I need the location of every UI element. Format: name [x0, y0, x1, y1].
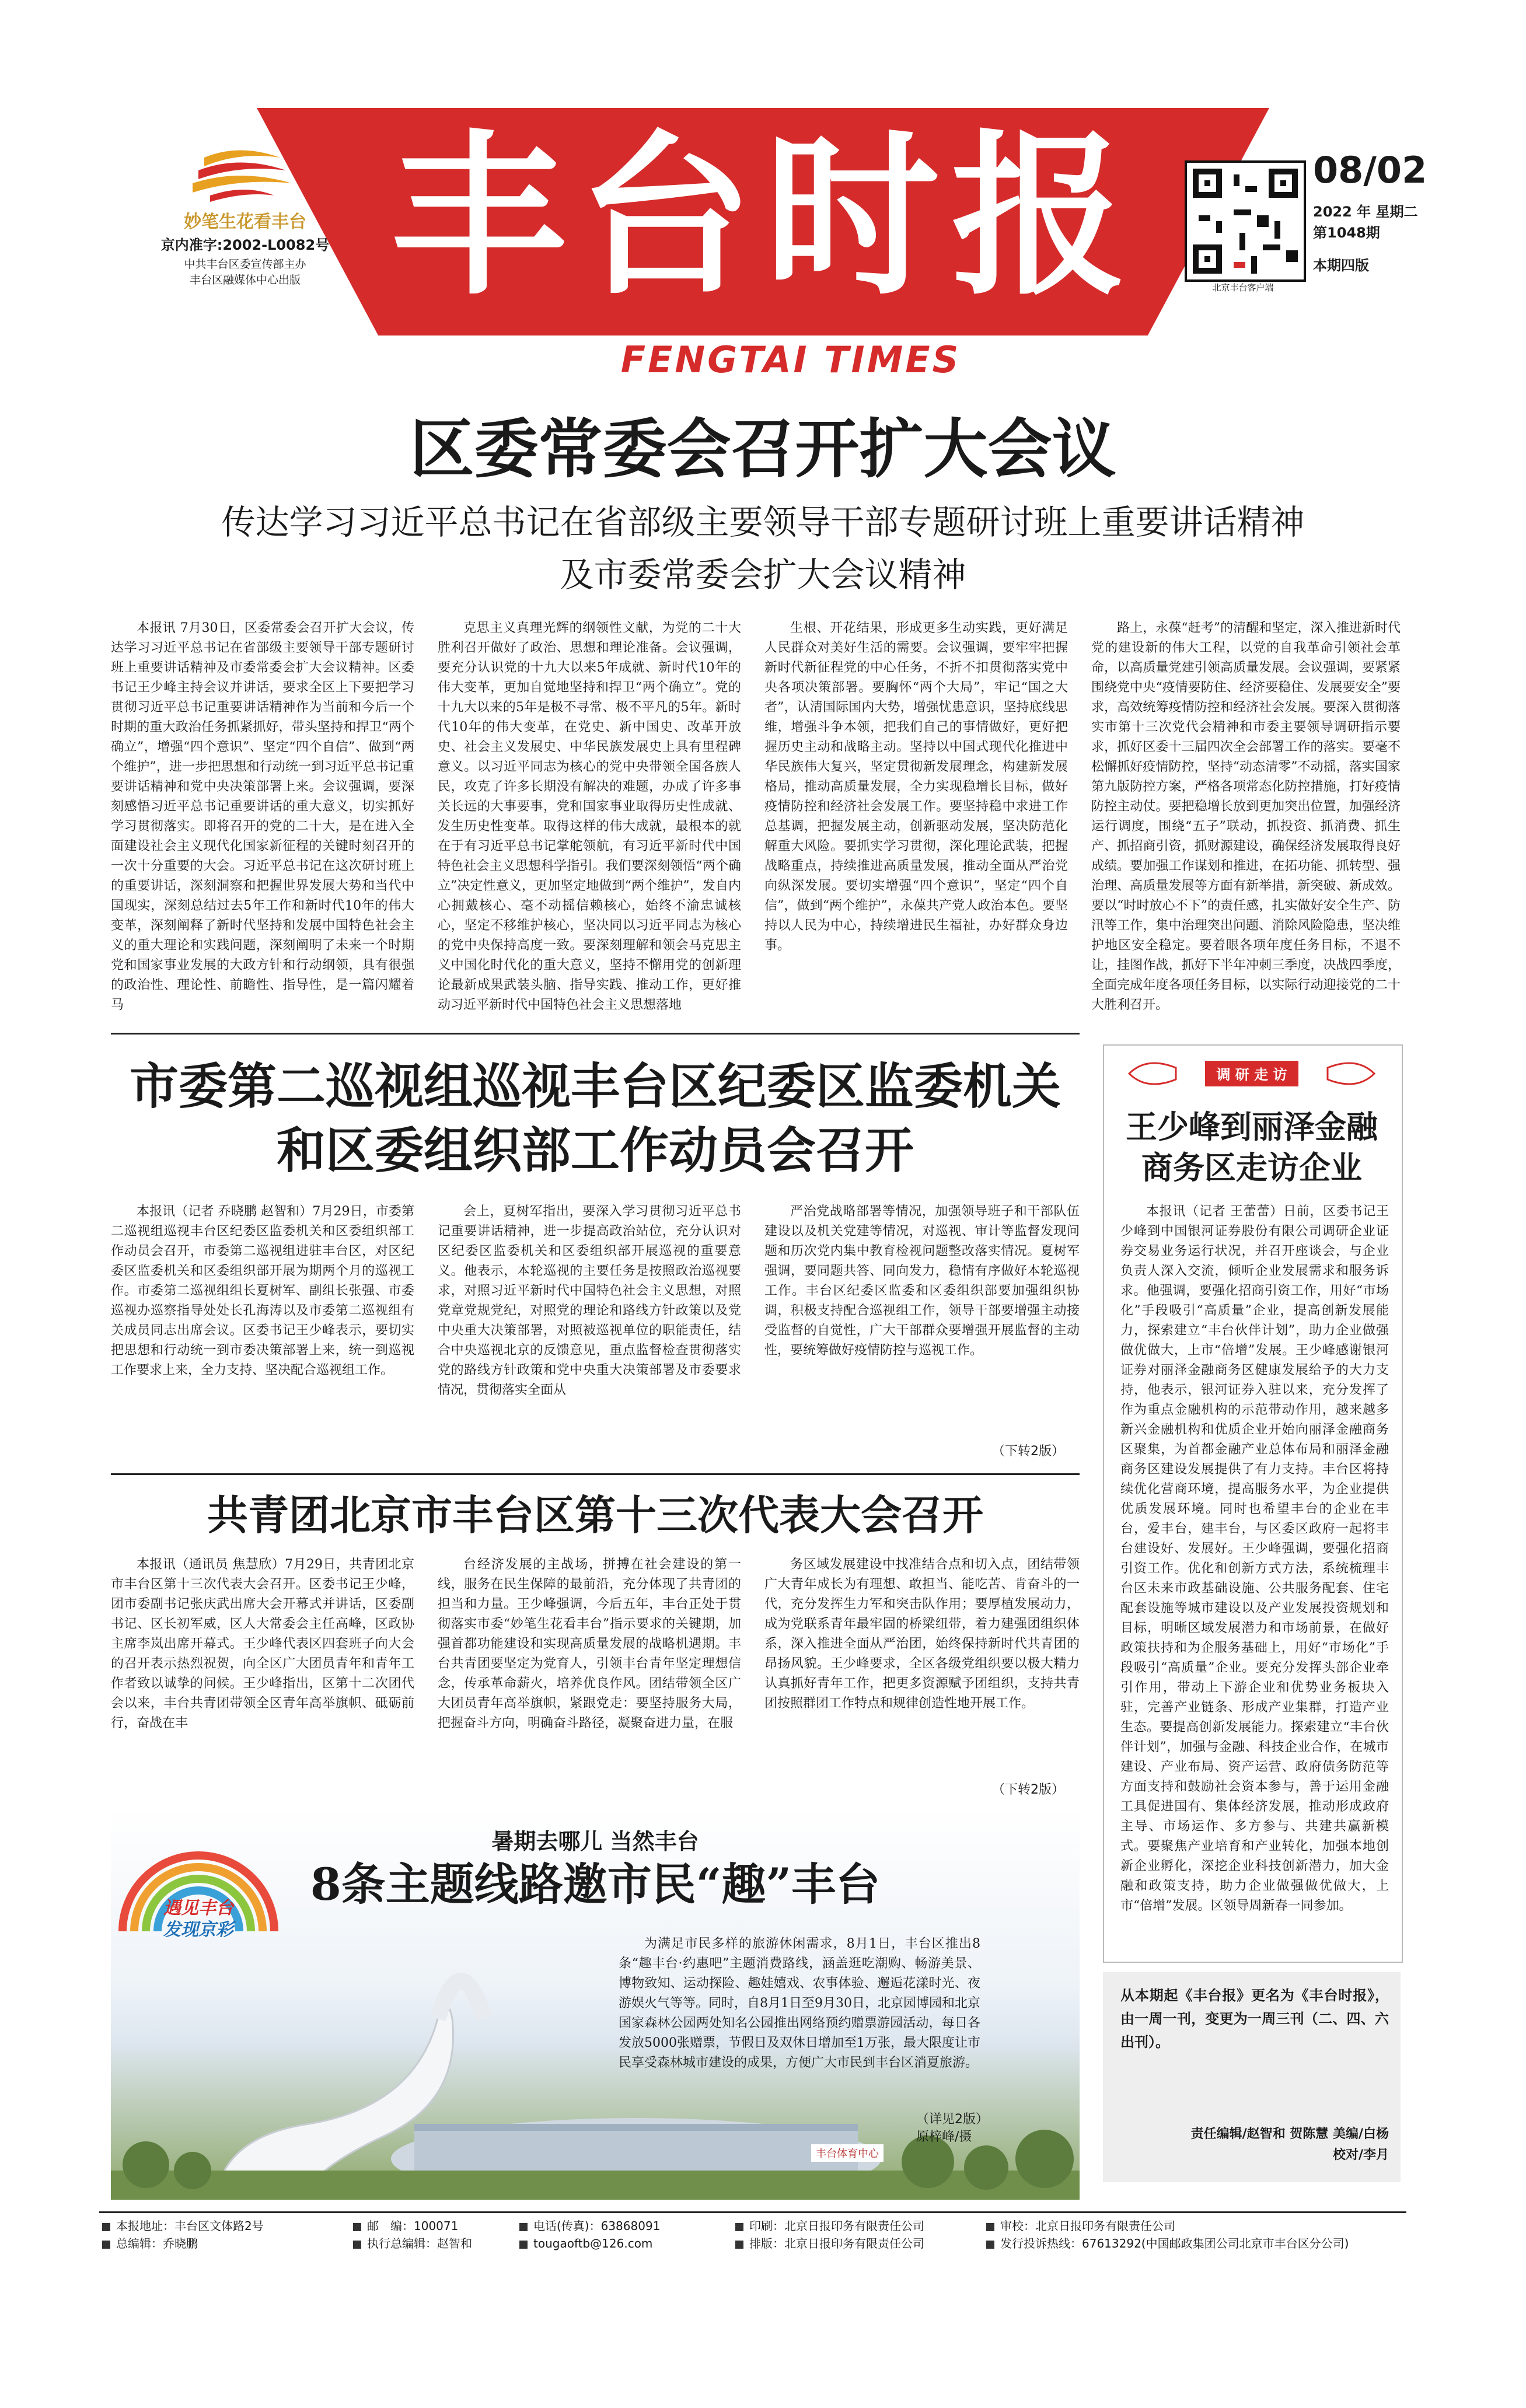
continue-note: （详见2版）	[916, 2112, 989, 2127]
second-title: 和区委组织部工作动员会召开	[276, 1121, 914, 1179]
footer-printer: 印刷：北京日报印务有限责任公司	[749, 2219, 924, 2233]
side-title: 王少峰到丽泽金融	[1126, 1108, 1378, 1145]
publication-number: 京内准字:2002-L0082号	[160, 237, 330, 253]
second-title: 市委第二巡视组巡视丰台区纪委区监委机关	[129, 1057, 1061, 1115]
continue-note: （下转2版）	[992, 1783, 1064, 1797]
second-column: 严治党战略部署等情况，加强领导班子和干部队伍建设以及机关党建等情况，对巡视、审计等监督发现问题和历次党内集中教育检视问题整改落实情况。夏树军强调，要同题共答、同向发力，稳情有序做好本轮巡视工作。丰台区纪委区监委和区委组织部要加强组织协调，积极支持配合巡视组工作，领导干部要增强主动接受监督的自觉性，广大干部群众要增强开展监督的主动性，要统筹做好疫情防控与巡视工作。	[764, 1204, 1080, 1358]
divider	[111, 1033, 1080, 1035]
bullet-icon	[986, 2223, 994, 2231]
lead-column: 路上，永葆“赶考”的清醒和坚定，深入推进新时代党的建设新的伟大工程，以党的自我革命引领社会革命，以高质量党建引领高质量发展。会议强调，要紧紧围绕党中央“疫情要防住、经济要稳住、发展要安全”要求，高效统筹疫情防控和经济社会发展。要深入贯彻落实市第十三次党代会精神和市委主要领导调研指示要求，抓好区委十三届四次全会部署工作的落实。要毫不松懈抓好疫情防控，坚持“动态清零”不动摇，落实国家第九版防控方案，严格各项常态化防控措施，打好疫情防控主动仗。要把稳增长放到更加突出位置，加强经济运行调度，围绕“五子”联动，抓投资、抓消费、抓生产、抓招商引资，抓财源建设，确保经济发展取得良好成绩。要加强工作谋划和推进，在拓功能、抓转型、强治理、高质量发展等方面有新举措，新突破、新成效。要以“时时放心不下”的责任感，扎实做好安全生产、防汛等工作，集中治理突出问题、消除风险隐患，坚决维护地区安全稳定。要着眼各项年度任务目标，不退不让，挂图作战，抓好下半年冲刺三季度，决战四季度，全面完成年度各项任务目标，以实际行动迎接党的二十大胜利召开。	[1091, 621, 1401, 1012]
lead-subtitle: 传达学习习近平总书记在省部级主要领导干部专题研讨班上重要讲话精神	[221, 502, 1305, 542]
qr-code-icon	[1185, 160, 1306, 282]
bullet-icon	[735, 2223, 743, 2231]
badge-text: 发现京彩	[163, 1920, 233, 1940]
bullet-icon	[102, 2241, 110, 2249]
bullet-icon	[735, 2241, 743, 2249]
sponsor-line: 丰台区融媒体中心出版	[189, 274, 301, 286]
bullet-icon	[986, 2241, 994, 2249]
third-column: 务区域发展建设中找准结合点和切入点，团结带领广大青年成长为有理想、敢担当、能吃苦、肯奋斗的一代，充分发挥生力军和突击队作用；要厚植发展动力，成为党联系青年最牢固的桥梁纽带，着力建强团组织体系，深入推进全面从严治团，始终保持新时代共青团的昂扬风貌。王少峰要求，全区各级党组织要以极大精力认真抓好青年工作，把更多资源赋予团组织，支持共青团按照群团工作特点和规律创造性地开展工作。	[764, 1557, 1080, 1711]
footer-phone: 电话(传真)：63868091	[533, 2219, 661, 2233]
footer-col	[353, 2217, 528, 2252]
lead-title: 区委常委会召开扩大会议	[410, 411, 1116, 487]
footer-typesetter: 排版：北京日报印务有限责任公司	[749, 2236, 924, 2250]
lead-column: 生根、开花结果，形成更多生动实践，更好满足人民群众对美好生活的需要。会议强调，要牢牢把握新时代新征程党的中心任务，不折不扣贯彻落实党中央各项决策部署。要胸怀“两个大局”，牢记“国之大者”，认清国际国内大势，增强忧患意识，坚持底线思维，增强斗争本领，把我们自己的事情做好，更好把握历史主动和战略主动。坚持以中国式现代化推进中华民族伟大复兴，坚定贯彻新发展理念，构建新发展格局，推动高质量发展，全力实现稳增长目标，做好疫情防控和经济社会发展工作。要坚持稳中求进工作总基调，把握发展主动，创新驱动发展，坚决防范化解重大风险。要抓实学习贯彻，深化理论武装，把握战略重点，持续推进高质量发展，推动全面从严治党向纵深发展。要切实增强“四个意识”，坚定“四个自信”，做到“两个维护”，永葆共产党人政治本色。要坚持以人民为中心，持续增进民生福祉，办好群众身边事。	[764, 621, 1068, 953]
masthead-english: FENGTAI TIMES	[620, 338, 961, 381]
qr-caption: 北京丰台客户端	[1212, 282, 1274, 293]
badge-text: 遇见丰台	[163, 1898, 233, 1918]
footer-hotline: 发行投诉热线：67613292(中国邮政集团公司北京市丰台区分公司)	[1000, 2236, 1349, 2250]
footer-exec-editor: 执行总编辑：赵智和	[367, 2236, 472, 2250]
bullet-icon	[519, 2223, 528, 2231]
bullet-icon	[102, 2223, 110, 2231]
footer-address: 本报地址：丰台区文体路2号	[116, 2219, 264, 2233]
second-column: 本报讯（记者 乔晓鹏 赵智和）7月29日，市委第二巡视组巡视丰台区纪委区监委机关和区委组织部工作动员会召开，市委第二巡视组进驻丰台区，对区纪委区监委机关和区委组织部开展为期两个月的巡视工作。市委第二巡视组组长夏树军、副组长张强、市委巡视办巡察指导处处长孔海涛以及市委第二巡视组有关成员同志出席会议。区委书记王少峰表示，要切实把思想和行动统一到市委决策部署上来，统一到巡视工作要求上来，全力支持、坚决配合巡视组工作。	[111, 1204, 414, 1378]
column-label: 调 研 走 访	[1216, 1066, 1287, 1083]
rename-notice: 从本期起《丰台报》更名为《丰台时报》，由一周一刊，变更为一周三刊（二、四、六出刊）。	[1120, 1987, 1389, 2050]
continue-note: （下转2版）	[992, 1444, 1064, 1459]
footer-proofreader: 审校：北京日报印务有限责任公司	[1000, 2219, 1175, 2233]
sponsor-info	[140, 257, 350, 288]
footer-postcode: 邮 编：100071	[367, 2219, 459, 2233]
footer-col	[735, 2217, 980, 2252]
lead-column: 本报讯 7月30日，区委常委会召开扩大会议，传达学习习近平总书记在省部级主要领导干部专题研讨班上重要讲话精神及市委常委会扩大会议精神。区委书记王少峰主持会议并讲话，要求全区上下要把学习贯彻习近平总书记重要讲话精神作为当前和今后一个时期的重大政治任务抓紧抓好，带头坚持和捍卫“两个确立”，增强“四个意识”、坚定“四个自信”、做到“两个维护”，进一步把思想和行动统一到习近平总书记重要讲话精神和党中央决策部署上来。会议强调，要深刻感悟习近平总书记重要讲话的重大意义，切实抓好学习贯彻落实。即将召开的党的二十大，是在进入全面建设社会主义现代化国家新征程的关键时刻召开的一次十分重要的大会。习近平总书记在这次研讨班上的重要讲话，深刻洞察和把握世界发展大势和当代中国现实，深刻总结过去5年工作和新时代10年的伟大变革，深刻阐释了新时代坚持和发展中国特色社会主义的重大理论和实践问题，深刻阐明了未来一个时期党和国家事业发展的大政方针和行动纲领，具有很强的政治性、理论性、前瞻性、指导性，是一篇闪耀着马	[111, 621, 414, 1012]
feature-photo	[111, 1809, 1080, 2200]
issue-date: 08/02	[1313, 149, 1427, 191]
feature-title: 8条主题线路邀市民“趣”丰台	[310, 1858, 881, 1910]
third-title: 共青团北京市丰台区第十三次代表大会召开	[207, 1491, 983, 1539]
editor-credit-line: 校对/李月	[1332, 2148, 1389, 2162]
side-article-text: 本报讯（记者 王蕾蕾）日前，区委书记王少峰到中国银河证券股份有限公司调研企业证券交易业务运行状况，并召开座谈会，与企业负责人深入交流，倾听企业发展需求和服务诉求。他强调，要强化招商引资工作，用好“市场化”手段吸引“高质量”企业，提高创新发展能力，探索建立“丰台伙伴计划”，助力企业做强做优做大，上市“倍增”发展。王少峰感谢银河证券对丽泽金融商务区健康发展给予的大力支持，他表示，银河证券入驻以来，充分发挥了作为重点金融机构的示范带动作用，越来越多新兴金融机构和优质企业开始向丽泽金融商务区聚集，为首都金融产业总体布局和丽泽金融商务区建设发展提供了有力支持。丰台区将持续优化营商环境，提高服务水平，为企业提供优质发展环境。同时也希望丰台的企业在丰台，爱丰台，建丰台，与区委区政府一起将丰台建设好、发展好。王少峰强调，要强化招商引资工作。优化和创新方式方法，系统梳理丰台区未来市政基础设施、公共服务配套、住宅配套设施等城市建设以及产业发展投资规划和目标，明晰区域发展潜力和市场前景，在做好政策扶持和为企服务基础上，用好“市场化”手段吸引“高质量”企业。要充分发挥头部企业牵引作用，带动上下游企业和优势业务板块入驻，完善产业链条、形成产业集群，打造产业生态。要提高创新发展能力。探索建立“丰台伙伴计划”，加强与金融、科技企业合作，在城市建设、产业布局、资产运营、政府债务防范等方面支持和鼓励社会资本参与，善于运用金融工具促进国有、集体经济发展，推动形成政府主导、市场运作、多方参与、共建共赢新模式。要聚焦产业培育和产业转化，加强本地创新企业孵化，深挖企业科技创新潜力，加大金融和政策支持，助力企业做强做优做大，上市“倍增”发展。区领导周新春一同参加。	[1120, 1204, 1389, 1913]
issue-year-weekday: 2022 年 星期二	[1313, 204, 1418, 220]
masthead-slogan: 妙笔生花看丰台	[184, 212, 306, 232]
side-title: 商务区走访企业	[1141, 1149, 1362, 1186]
divider	[111, 1473, 1080, 1475]
column-label-block	[1123, 1050, 1380, 1097]
third-column: 本报讯（通讯员 焦慧欣）7月29日，共青团北京市丰台区第十三次代表大会召开。区委书记王少峰，团市委副书记张庆武出席大会开幕式并讲话，区委副书记、区长初军威，区人大常委会主任高峰，区政协主席李岚出席开幕式。王少峰代表区四套班子向大会的召开表示热烈祝贺，向全区广大团员青年和青年工作者致以诚挚的问候。王少峰指出，区第十二次团代会以来，丰台共青团带领全区青年高举旗帜、砥砺前行，奋战在丰	[111, 1557, 414, 1731]
feature-kicker: 暑期去哪儿 当然丰台	[491, 1829, 699, 1854]
issue-info	[1313, 201, 1418, 276]
feature-text: 为满足市民多样的旅游休闲需求，8月1日，丰台区推出8条“趣丰台·约惠吧”主题消费路线，涵盖逛吃潮购、畅游美景、博物致知、运动探险、趣娃嬉戏、农事体验、邂逅花漾时光、夜游娱火气等等。同时，自8月1日至9月30日，北京园博园和北京国家森林公园两处知名公园推出网络预约赠票游园活动，每日各发放5000张赠票，节假日及双休日增加至1万张，最大限度让市民享受森林城市建设的成果，方便广大市民到丰台区消夏旅游。	[619, 1937, 980, 2070]
footer-rule	[99, 2211, 1406, 2213]
footer-chief-editor: 总编辑：乔晓鹏	[116, 2236, 198, 2250]
second-column: 会上，夏树军指出，要深入学习贯彻习近平总书记重要讲话精神，进一步提高政治站位，充分认识对区纪委区监委机关和区委组织部开展巡视的重要意义。他表示，本轮巡视的主要任务是按照政治巡视要求，对照习近平新时代中国特色社会主义思想，对照党章党规党纪，对照党的理论和路线方针政策以及党中央重大决策部署，对照被巡视单位的职能责任，结合中央巡视北京的反馈意见，重点监督检查贯彻落实党的路线方针政策和党中央重大决策部署及市委要求情况，贯彻落实全面从	[438, 1204, 741, 1397]
sponsor-line: 中共丰台区委宣传部主办	[184, 258, 306, 271]
footer-col	[102, 2217, 353, 2252]
masthead-title: 丰台时报	[391, 113, 1138, 319]
bullet-icon	[353, 2241, 361, 2249]
footer-col	[519, 2217, 729, 2252]
lead-column: 克思主义真理光辉的纲领性文献，为党的二十大胜利召开做好了政治、思想和理论准备。会议强调，要充分认识党的十九大以来5年成就、新时代10年的伟大变革，更加自觉地坚持和捍卫“两个确立”。党的十九大以来的5年是极不寻常、极不平凡的5年。新时代10年的伟大变革，在党史、新中国史、改革开放史、社会主义发展史、中华民族发展史上具有里程碑意义。以习近平同志为核心的党中央带领全国各族人民，攻克了许多长期没有解决的难题，办成了许多事关长远的大事要事，党和国家事业取得历史性成就、发生历史性变革。取得这样的伟大成就，最根本的就在于有习近平总书记掌舵领航，有习近平新时代中国特色社会主义思想科学指引。我们要深刻领悟“两个确立”决定性意义，更加坚定地做到“两个维护”，发自内心拥戴核心、毫不动摇信赖核心，始终不渝忠诚核心，坚定不移维护核心，坚决同以习近平同志为核心的党中央保持高度一致。要深刻理解和领会马克思主义中国化时代化的重大意义，坚持不懈用党的创新理论最新成果武装头脑、指导实践、推动工作，更好推动习近平新时代中国特色社会主义思想落地	[438, 621, 741, 1012]
footer-email[interactable]: tougaoftb@126.com	[533, 2236, 653, 2250]
issue-number: 第1048期	[1313, 225, 1380, 241]
footer-col	[986, 2217, 1406, 2252]
editor-credits	[1120, 2124, 1389, 2166]
bullet-icon	[353, 2223, 361, 2231]
lead-subtitle: 及市委常委会扩大会议精神	[560, 555, 966, 595]
editor-credit-line: 责任编辑/赵智和 贺陈慧 美编/白杨	[1190, 2127, 1389, 2141]
third-column: 台经济发展的主战场，拼搏在社会建设的第一线，服务在民生保障的最前沿，充分体现了共青团的担当和力量。王少峰强调，今后五年，丰台正处于贯彻落实市委“妙笔生花看丰台”指示要求的关键期，加强首都功能建设和实现高质量发展的战略机遇期。丰台共青团要坚定为党育人，引领丰台青年坚定理想信念，传承革命薪火，培养优良作风。团结带领全区广大团员青年高举旗帜，紧跟党走：要坚持服务大局，把握奋斗方向，明确奋斗路径，凝聚奋进力量，在服	[438, 1557, 741, 1731]
stadium-sign: 丰台体育中心	[811, 2144, 884, 2162]
photo-credit: 原梓峰/摄	[916, 2130, 972, 2144]
edition-count: 本期四版	[1313, 257, 1369, 274]
ribbon-logo-icon	[169, 146, 315, 204]
bullet-icon	[519, 2241, 528, 2249]
